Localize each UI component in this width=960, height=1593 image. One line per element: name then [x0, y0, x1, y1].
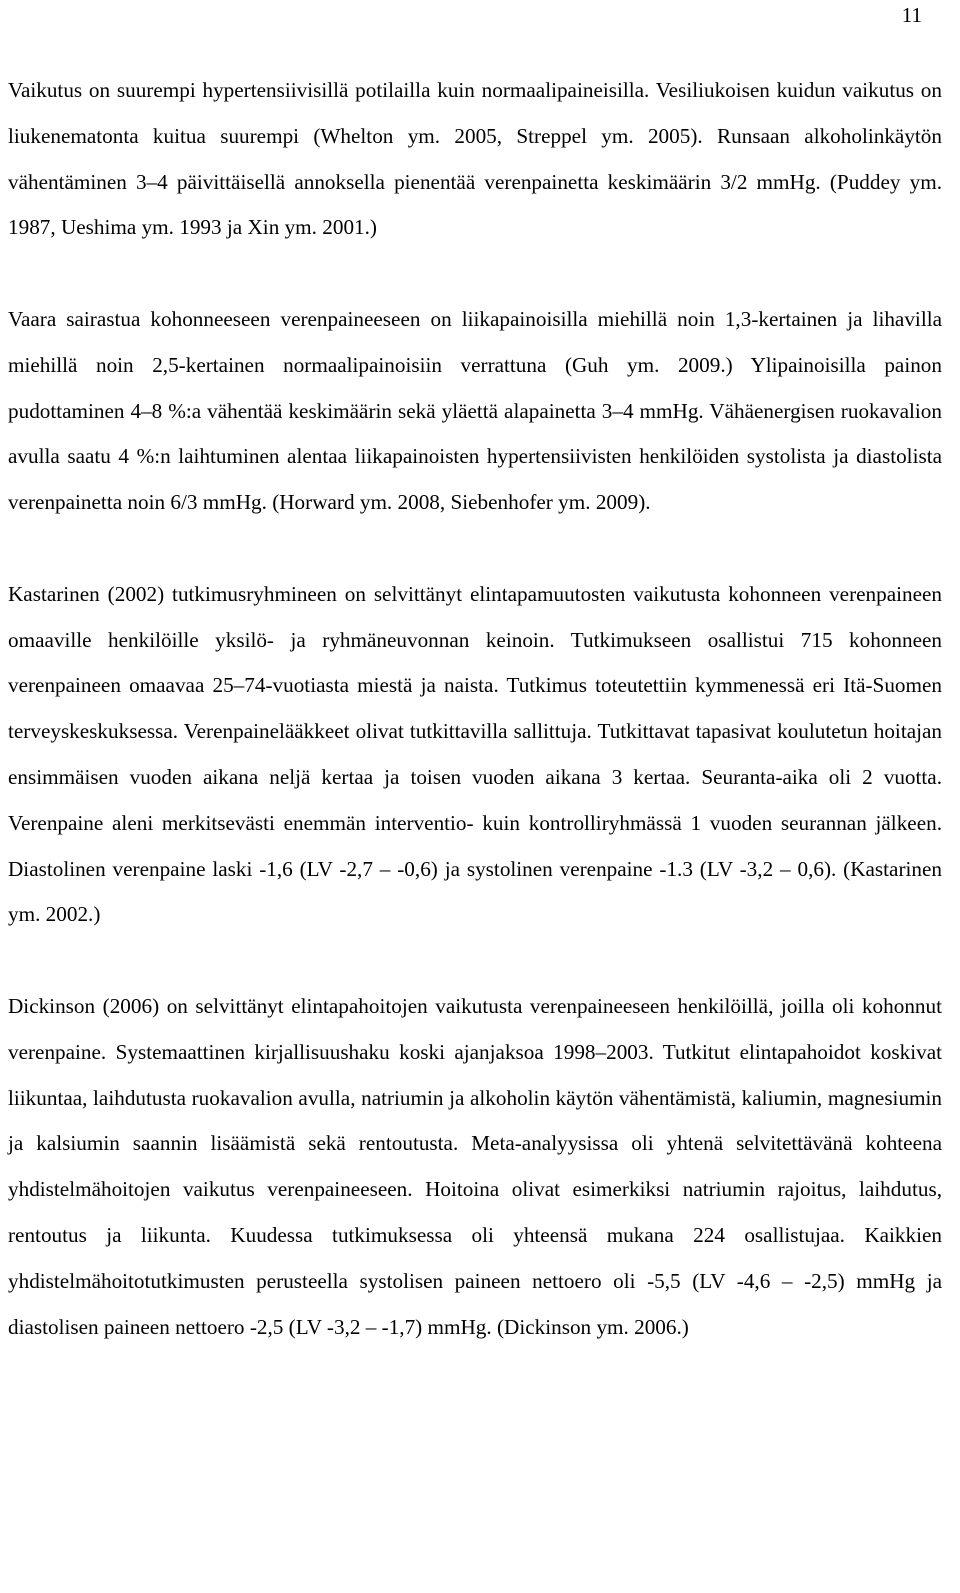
page-number: 11 — [901, 3, 922, 27]
paragraph-dickinson-study: Dickinson (2006) on selvittänyt elintapahoitojen vaikutusta verenpaineeseen henkilöillä, joilla oli kohonnut verenpaine. Systemaattinen kirjallisuushaku koski ajanjaksoa 1998–2003. Tutkitut elintapahoidot koskivat liikuntaa, laihdutusta ruokavalion avulla, natriumin ja alkoholin käytön vähentämistä, kaliumin, magnesiumin ja kalsiumin saannin lisäämistä sekä rentoutusta. Meta-analyysissa oli yhtenä selvitettävänä kohteena yhdistelmähoitojen vaikutus verenpaineeseen. Hoitoina olivat esimerkiksi natriumin rajoitus, laihdutus, rentoutus ja liikunta. Kuudessa tutkimuksessa oli yhteensä mukana 224 osallistujaa. Kaikkien yhdistelmähoitotutkimusten perusteella systolisen paineen nettoero oli -5,5 (LV -4,6 – -2,5) mmHg ja diastolisen paineen nettoero -2,5 (LV -3,2 – -1,7) mmHg. (Dickinson ym. 2006.) — [8, 993, 942, 1339]
paragraph-weight-loss: Vaara sairastua kohonneeseen verenpaineeseen on liikapainoisilla miehillä noin 1,3-kertainen ja lihavilla miehillä noin 2,5-kertainen normaalipainoisiin verrattuna (Guh ym. 2009.) Ylipainoisilla painon pudottaminen 4–8 %:a vähentää keskimäärin sekä yläettä alapainetta 3–4 mmHg. Vähäenergisen ruokavalion avulla saatu 4 %:n laihtuminen alentaa liikapainoisten hypertensiivisten henkilöiden systolista ja diastolista verenpainetta noin 6/3 mmHg. (Horward ym. 2008, Siebenhofer ym. 2009). — [8, 306, 942, 515]
paragraph-fiber-alcohol: Vaikutus on suurempi hypertensiivisillä potilailla kuin normaalipaineisilla. Vesiliukoisen kuidun vaikutus on liukenematonta kuitua suurempi (Whelton ym. 2005, Streppel ym. 2005). Runsaan alkoholinkäytön vähentäminen 3–4 päivittäisellä annoksella pienentää verenpainetta keskimäärin 3/2 mmHg. (Puddey ym. 1987, Ueshima ym. 1993 ja Xin ym. 2001.) — [8, 78, 942, 240]
paragraph-kastarinen-study: Kastarinen (2002) tutkimusryhmineen on selvittänyt elintapamuutosten vaikutusta kohonneen verenpaineen omaaville henkilöille yksilö- ja ryhmäneuvonnan keinoin. Tutkimukseen osallistui 715 kohonneen verenpaineen omaavaa 25–74-vuotiasta miestä ja naista. Tutkimus toteutettiin kymmenessä eri Itä-Suomen terveyskeskuksessa. Verenpainelääkkeet olivat tutkittavilla sallittuja. Tutkittavat tapasivat koulutetun hoitajan ensimmäisen vuoden aikana neljä kertaa ja toisen vuoden aikana 3 kertaa. Seuranta-aika oli 2 vuotta. Verenpaine aleni merkitsevästi enemmän interventio- kuin kontrolliryhmässä 1 vuoden seurannan jälkeen. Diastolinen verenpaine laski -1,6 (LV -2,7 – -0,6) ja systolinen verenpaine -1.3 (LV -3,2 – 0,6). (Kastarinen ym. 2002.) — [8, 581, 942, 927]
document-body — [8, 68, 942, 1350]
